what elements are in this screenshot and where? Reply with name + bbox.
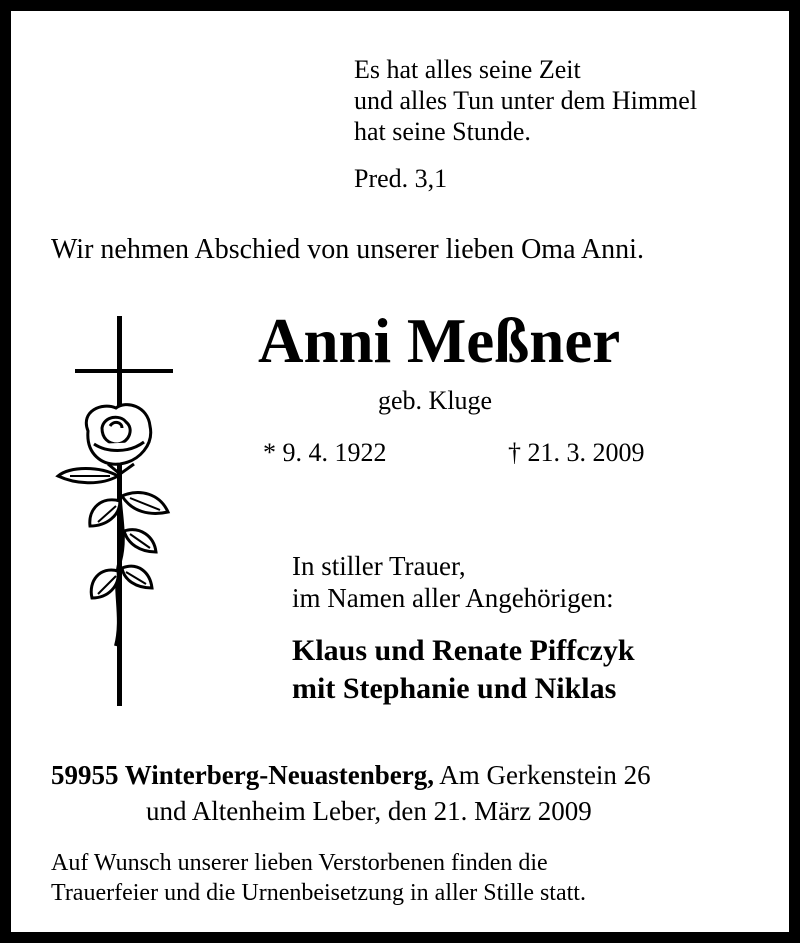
verse-line: hat seine Stunde. <box>354 117 531 146</box>
address-street: Am Gerkenstein 26 <box>433 760 651 790</box>
maiden-name: geb. Kluge <box>378 386 493 415</box>
note-line: Auf Wunsch unserer lieben Verstorbenen finden die <box>51 850 548 876</box>
bible-verse <box>354 54 697 147</box>
closing-note <box>51 848 586 908</box>
deceased-name: Anni Meßner <box>258 306 621 376</box>
cross-with-rose-icon <box>50 316 184 706</box>
verse-line: Es hat alles seine Zeit <box>354 55 581 84</box>
family-names <box>292 632 635 708</box>
address-date-line: und Altenheim Leber, den 21. März 2009 <box>146 796 592 826</box>
address-line <box>51 762 651 789</box>
death-date: † 21. 3. 2009 <box>508 438 645 467</box>
family-line: mit Stephanie und Niklas <box>292 672 617 705</box>
mourning-line: im Namen aller Angehörigen: <box>292 583 614 613</box>
birth-date: * 9. 4. 1922 <box>263 438 387 467</box>
address-city: 59955 Winterberg-Neuastenberg, <box>51 760 434 790</box>
mourning-text <box>292 550 614 614</box>
family-line: Klaus und Renate Piffczyk <box>292 634 635 667</box>
farewell-sentence: Wir nehmen Abschied von unserer lieben Oma Anni. <box>51 234 644 265</box>
mourning-line: In stiller Trauer, <box>292 551 466 581</box>
verse-line: und alles Tun unter dem Himmel <box>354 86 698 115</box>
note-line: Trauerfeier und die Urnenbeisetzung in aller Stille statt. <box>51 880 586 906</box>
verse-reference: Pred. 3,1 <box>354 164 448 193</box>
